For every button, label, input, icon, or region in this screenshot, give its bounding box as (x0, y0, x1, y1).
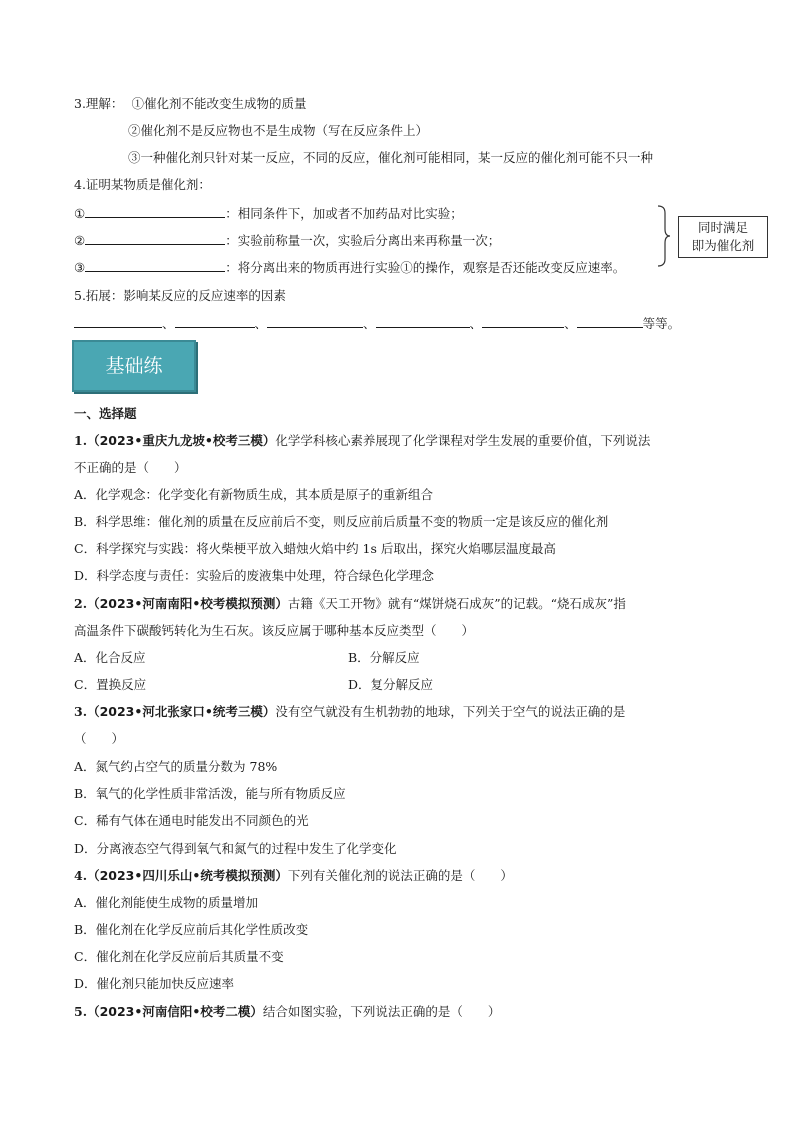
question-1-option-d: D．科学态度与责任：实验后的废液集中处理，符合绿色化学理念 (74, 568, 435, 583)
blank-line (85, 232, 225, 245)
blank-line (376, 315, 470, 328)
question-2-option-a: A．化合反应 (74, 650, 146, 665)
catalyst-condition-note (678, 216, 768, 258)
note-line-2: 即为催化剂 (691, 238, 755, 253)
question-number: 1. (74, 433, 88, 448)
question-text: 没有空气就没有生机勃勃的地球，下列关于空气的说法正确的是 (275, 704, 626, 719)
separator: 、 (564, 316, 577, 331)
question-4-option-d: D．催化剂只能加快反应速率 (74, 976, 235, 991)
section4-row-3 (74, 259, 625, 276)
section-banner (72, 340, 196, 392)
question-number: 5. (74, 1004, 88, 1019)
question-2-option-d: D．复分解反应 (348, 677, 434, 692)
row-text: ：实验前称量一次，实验后分离出来再称量一次； (225, 233, 501, 248)
question-5-stem (74, 1004, 500, 1020)
separator: 、 (162, 316, 175, 331)
question-number: 2. (74, 596, 88, 611)
question-3-stem (74, 704, 625, 720)
separator: 、 (363, 316, 376, 331)
note-line-1: 同时满足 (697, 220, 748, 235)
question-1-option-b: B．科学思维：催化剂的质量在反应前后不变，则反应前后质量不变的物质一定是该反应的催化剂 (74, 514, 609, 529)
row-text: ：将分离出来的物质再进行实验①的操作，观察是否还能改变反应速率。 (225, 260, 626, 275)
section5-tail: 等等。 (642, 316, 681, 331)
curly-brace-icon (657, 205, 671, 267)
question-4-stem (74, 868, 513, 884)
question-3-option-a: A．氮气约占空气的质量分数为 78% (74, 759, 278, 774)
question-2-option-c: C．置换反应 (74, 677, 147, 692)
question-number: 3. (74, 704, 88, 719)
blank-line (175, 315, 255, 328)
section4-title: 4.证明某物质是催化剂： (74, 177, 211, 192)
question-source: （2023•四川乐山•统考模拟预测） (87, 868, 288, 883)
question-number: 4. (74, 868, 88, 883)
question-text: 古籍《天工开物》就有“煤饼烧石成灰”的记载。“烧石成灰”指 (287, 596, 626, 611)
blank-line (85, 205, 225, 218)
question-4-option-a: A．催化剂能使生成物的质量增加 (74, 895, 259, 910)
blank-line (267, 315, 363, 328)
question-3-stem-cont: （ ） (74, 731, 125, 746)
question-1-stem (74, 433, 650, 449)
separator: 、 (469, 316, 483, 331)
question-1-option-a: A．化学观念：化学变化有新物质生成，其本质是原子的重新组合 (74, 487, 434, 502)
question-3-option-d: D．分离液态空气得到氧气和氮气的过程中发生了化学变化 (74, 841, 397, 856)
question-3-option-c: C．稀有气体在通电时能发出不同颜色的光 (74, 813, 309, 828)
question-1-stem-cont: 不正确的是（ ） (74, 460, 187, 475)
row-text: ：相同条件下，加或者不加药品对比实验； (225, 206, 463, 221)
section3-item-3: ③一种催化剂只针对某一反应，不同的反应，催化剂可能相同，某一反应的催化剂可能不只一种 (128, 150, 654, 165)
section3-item-2: ②催化剂不是反应物也不是生成物（写在反应条件上） (128, 123, 429, 138)
question-1-option-c: C．科学探究与实践：将火柴梗平放入蜡烛火焰中约 1s 后取出，探究火焰哪层温度最高 (74, 541, 556, 556)
question-text: 化学学科核心素养展现了化学课程对学生发展的重要价值，下列说法 (275, 433, 651, 448)
question-2-option-b: B．分解反应 (348, 650, 420, 665)
question-4-option-c: C．催化剂在化学反应前后其质量不变 (74, 949, 284, 964)
question-source: （2023•河南信阳•校考二模） (87, 1004, 263, 1019)
section5-blanks (74, 315, 680, 332)
row-number: ① (74, 206, 86, 221)
blank-line (482, 315, 564, 328)
section3-item-1: ①催化剂不能改变生成物的质量 (131, 96, 307, 111)
question-2-stem-cont: 高温条件下碳酸钙转化为生石灰。该反应属于哪种基本反应类型（ ） (74, 623, 475, 638)
row-number: ③ (74, 260, 86, 275)
section4-row-1 (74, 205, 463, 222)
banner-title: 基础练 (105, 355, 163, 377)
section3-label: 3.理解： (74, 96, 124, 111)
blank-line (74, 315, 162, 328)
row-number: ② (74, 233, 86, 248)
question-source: （2023•河南南阳•校考模拟预测） (87, 596, 288, 611)
section3-line1 (74, 96, 306, 112)
question-text: 下列有关催化剂的说法正确的是（ ） (287, 868, 513, 883)
blank-line (85, 259, 225, 272)
blank-line (577, 315, 643, 328)
question-source: （2023•河北张家口•统考三模） (87, 704, 276, 719)
question-4-option-b: B．催化剂在化学反应前后其化学性质改变 (74, 922, 309, 937)
question-3-option-b: B．氧气的化学性质非常活泼，能与所有物质反应 (74, 786, 346, 801)
part-title: 一、选择题 (74, 406, 137, 421)
separator: 、 (254, 316, 268, 331)
question-source: （2023•重庆九龙坡•校考三模） (87, 433, 276, 448)
question-text: 结合如图实验，下列说法正确的是（ ） (262, 1004, 501, 1019)
question-2-stem (74, 596, 626, 612)
section5-title: 5.拓展：影响某反应的反应速率的因素 (74, 288, 286, 303)
section4-row-2 (74, 232, 500, 249)
